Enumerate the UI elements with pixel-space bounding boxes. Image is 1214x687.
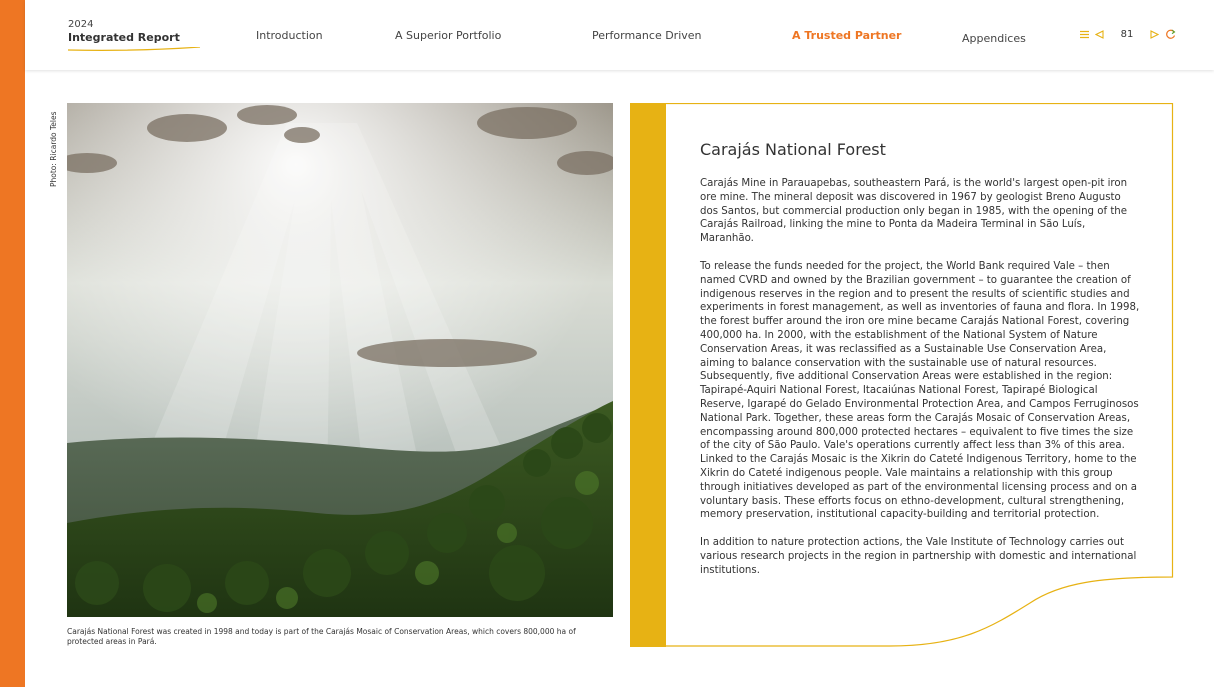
side-accent-bar [0,0,25,687]
nav-trusted-partner[interactable]: A Trusted Partner [792,29,902,42]
page-number: 81 [1120,29,1134,40]
nav-superior-portfolio[interactable]: A Superior Portfolio [395,29,502,42]
nav-introduction[interactable]: Introduction [256,29,323,42]
article [700,140,1140,592]
photo-credit: Photo: Ricardo Teles [49,111,58,187]
forest-landscape-image [67,103,613,617]
report-brand[interactable] [68,19,180,45]
article-paragraph-2: To release the funds needed for the project, the World Bank required Vale – then named CVRD and owned by the Brazilian government – to guarantee the creation of indigenous reserves in the region and to present the results of scientific studies and experiments in forest management, as well as inventories of fauna and flora. In 1998, the forest buffer around the iron ore mine became Carajás National Forest, covering 400,000 ha. In 2000, with the establishment of the National System of Nature Conservation Areas, it was reclassified as a Sustainable Use Conservation Area, aiming to balance conservation with the sustainable use of natural resources. Subsequently, five additional Conservation Areas were established in the region: Tapirapé-Aquiri National Forest, Itacaiúnas National Forest, Tapirapé Biological Reserve, Igarapé do Gelado Environmental Protection Area, and Campos Ferruginosos National Park. Together, these areas form the Carajás Mosaic of Conservation Areas, encompassing around 800,000 protected hectares – equivalent to five times the size of the city of São Paulo. Vale's operations currently affect less than 3% of this area. Linked to the Carajás Mosaic is the Xikrin do Cateté Indigenous Territory, home to the Xikrin do Cateté indigenous people. Vale maintains a relationship with this group through initiatives developed as part of the environmental licensing process and on a voluntary basis. These efforts focus on ethno-development, cultural strengthening, memory preservation, institutional capacity-building and territorial protection. [700,260,1140,521]
refresh-icon[interactable] [1165,29,1176,40]
report-title: Integrated Report [68,31,180,44]
menu-icon[interactable] [1080,30,1089,39]
article-paragraph-1: Carajás Mine in Parauapebas, southeastern Pará, is the world's largest open-pit iron ore mine. The mineral deposit was discovered in 1967 by geologist Breno Augusto dos Santos, but commercial production only began in 1985, with the opening of the Carajás Railroad, linking the mine to Ponta da Madeira Terminal in São Luís, Maranhão. [700,178,1128,245]
article-title: Carajás National Forest [700,140,886,159]
top-navigation [25,0,1214,70]
brand-underline [68,47,202,53]
nav-performance-driven[interactable]: Performance Driven [592,29,702,42]
nav-appendices[interactable]: Appendices [962,32,1026,45]
report-year: 2024 [68,19,94,30]
forest-photo [67,103,613,617]
article-paragraph-3: In addition to nature protection actions, the Vale Institute of Technology carries out various research projects in the region in partnership with domestic and international institutions. [700,537,1137,576]
prev-page-icon[interactable] [1095,30,1104,39]
photo-caption: Carajás National Forest was created in 1998 and today is part of the Carajás Mosaic of Conservation Areas, which covers 800,000 ha of protected areas in Pará. [67,627,576,646]
next-page-icon[interactable] [1150,30,1159,39]
page-tools [1080,29,1176,40]
